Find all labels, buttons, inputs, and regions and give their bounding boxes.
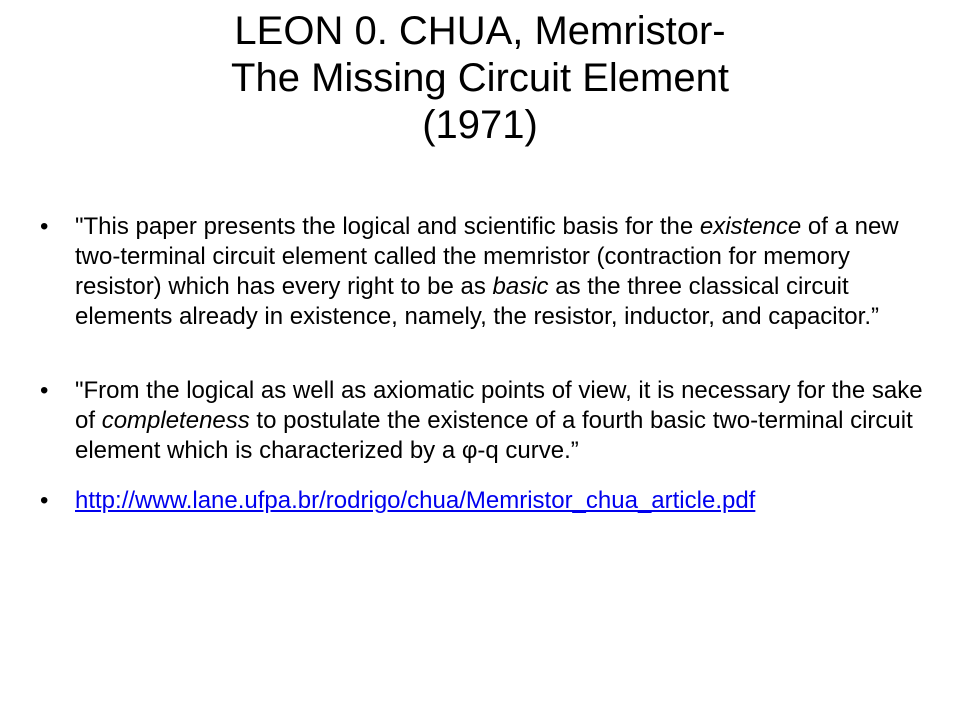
title-line-3: (1971) xyxy=(422,103,538,147)
quote-1-text-c: as the three classical circuit elements already in existence, namely, the resistor, inductor, and capacitor.” xyxy=(75,273,879,330)
quote-2-text-b: to postulate the existence of a fourth basic two-terminal circuit element which is characterized by a φ-q curve.” xyxy=(75,407,913,464)
quote-1-emphasis-existence: existence xyxy=(699,213,802,240)
bullet-list xyxy=(40,212,930,516)
title-line-2: The Missing Circuit Element xyxy=(231,56,729,100)
slide-title xyxy=(0,8,960,149)
title-line-1: LEON 0. CHUA, Memristor- xyxy=(234,9,726,53)
bullet-marker: • xyxy=(40,487,49,514)
bullet-quote-1 xyxy=(40,212,930,332)
bullet-link xyxy=(40,486,930,516)
bullet-quote-2 xyxy=(40,376,930,466)
bullet-marker: • xyxy=(40,213,49,240)
quote-2-emphasis-completeness: completeness xyxy=(101,407,250,434)
quote-1-text-a: "This paper presents the logical and scientific basis for the xyxy=(75,213,700,240)
quote-1-emphasis-basic: basic xyxy=(492,273,549,300)
bullet-marker: • xyxy=(40,377,49,404)
quote-1-text-b: of a new two-terminal circuit element called the memristor (contraction for memory resistor) which has every right to be as xyxy=(75,213,899,300)
quote-2-text-a: "From the logical as well as axiomatic points of view, it is necessary for the sake of xyxy=(75,377,923,434)
article-pdf-link[interactable]: http://www.lane.ufpa.br/rodrigo/chua/Memristor_chua_article.pdf xyxy=(75,487,756,514)
